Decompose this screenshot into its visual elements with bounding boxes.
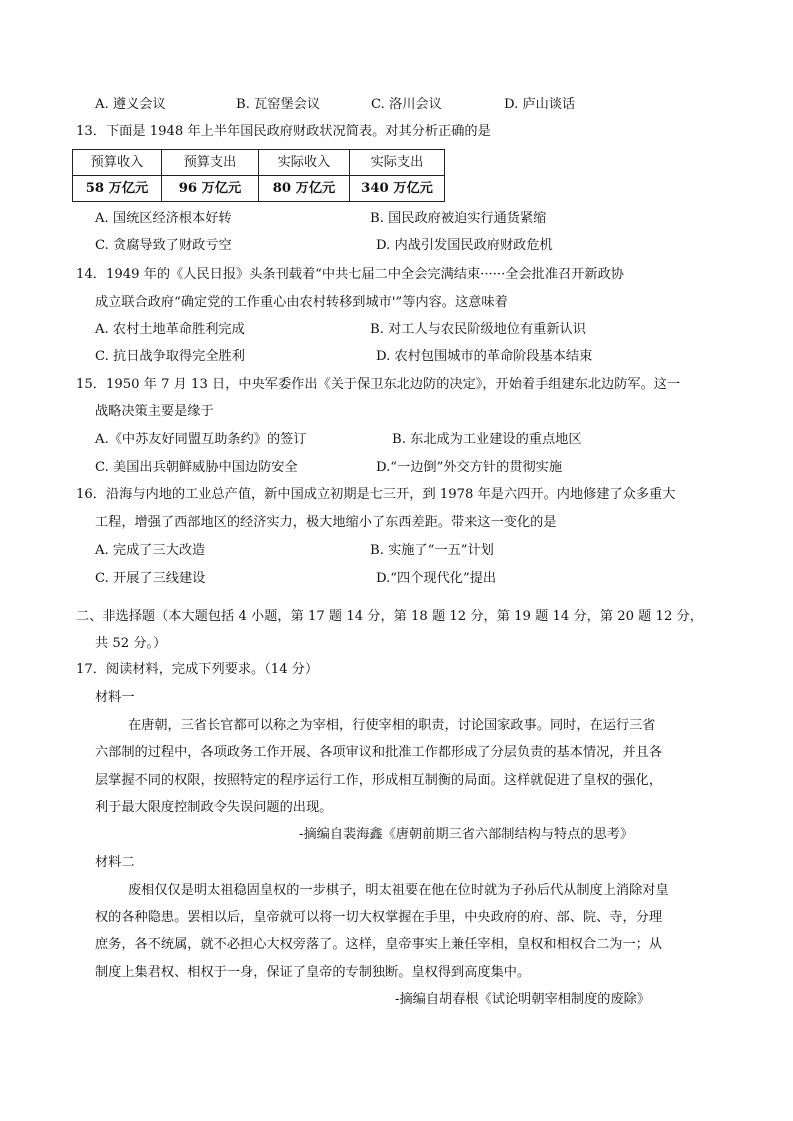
q12-option-a[interactable]: A. 遵义会议	[95, 97, 166, 112]
q13-option-b[interactable]: B. 国民政府被迫实行通货紧缩	[370, 211, 547, 226]
q17-stem: 17．阅读材料，完成下列要求。（14 分）	[76, 662, 319, 677]
q14-option-b[interactable]: B. 对工人与农民阶级地位有重新认识	[370, 322, 586, 337]
q15-option-a[interactable]: A.《中苏友好同盟互助条约》的签订	[95, 432, 307, 447]
table-cell: 80 万亿元	[259, 176, 350, 202]
table-header-cell: 预算支出	[162, 150, 259, 176]
q15-stem-line2: 战略决策主要是缘于	[95, 404, 214, 419]
q15-option-b[interactable]: B. 东北成为工业建设的重点地区	[392, 432, 582, 447]
q13-finance-table	[72, 149, 445, 202]
q14-option-a[interactable]: A. 农村土地革命胜利完成	[95, 322, 245, 337]
table-cell: 96 万亿元	[162, 176, 259, 202]
q17-material2-source: -摘编自胡春根《试论明朝宰相制度的废除》	[395, 992, 651, 1007]
q16-stem-line2: 工程，增强了西部地区的经济实力，极大地缩小了东西差距。带来这一变化的是	[95, 515, 557, 530]
q17-material2-line: 庶务，各不统属，就不必担心大权旁落了。这样，皇帝事实上兼任宰相，皇权和相权合二为一；从	[95, 937, 663, 952]
q14-option-d[interactable]: D. 农村包围城市的革命阶段基本结束	[376, 349, 593, 364]
table-header-cell: 实际收入	[259, 150, 350, 176]
table-row	[73, 176, 445, 202]
q17-material2-line: 废相仅仅是明太祖稳固皇权的一步棋子，明太祖要在他在位时就为子孙后代从制度上消除对皇	[128, 883, 669, 898]
q16-option-c[interactable]: C. 开展了三线建设	[95, 571, 206, 586]
q16-option-d[interactable]: D.“四个现代化”提出	[376, 571, 497, 586]
q15-option-c[interactable]: C. 美国出兵朝鲜威胁中国边防安全	[95, 460, 298, 475]
q17-material1-line: 层掌握不同的权限，按照特定的程序运行工作，形成相互制衡的局面。这样就促进了皇权的强化，	[95, 773, 663, 788]
q13-stem: 13．下面是 1948 年上半年国民政府财政状况简表。对其分析正确的是	[76, 124, 491, 139]
q14-stem-line2: 成立联合政府“确定党的工作重心由农村转移到城市'”等内容。这意味着	[95, 295, 508, 310]
q13-option-c[interactable]: C. 贪腐导致了财政亏空	[95, 238, 232, 253]
q17-material1-line: 六部制的过程中，各项政务工作开展、各项审议和批准工作都形成了分层负责的基本情况，并且各	[95, 745, 663, 760]
section2-heading-line1: 二、非选择题（本大题包括 4 小题，第 17 题 14 分，第 18 题 12 分，第 19 题 14 分，第 20 题 12 分，	[76, 609, 703, 624]
table-header-cell: 预算收入	[73, 150, 162, 176]
q17-material1-line: 利于最大限度控制政令失误问题的出现。	[95, 800, 333, 815]
table-row	[73, 150, 445, 176]
table-cell: 340 万亿元	[350, 176, 445, 202]
q16-stem-line1: 16．沿海与内地的工业总产值，新中国成立初期是七三开，到 1978 年是六四开。内地修建了众多重大	[76, 487, 676, 502]
q17-material2-title: 材料二	[95, 855, 135, 870]
q17-material1-line: 在唐朝，三省长官都可以称之为宰相，行使宰相的职责，讨论国家政事。同时，在运行三省	[128, 718, 656, 733]
q14-stem-line1: 14．1949 年的《人民日报》头条刊载着“中共七届二中全会完满结束······全会批准召开新政协	[76, 267, 624, 282]
q17-material2-line: 制度上集君权、相权于一身，保证了皇帝的专制独断。皇权得到高度集中。	[95, 965, 531, 980]
q14-option-c[interactable]: C. 抗日战争取得完全胜利	[95, 349, 245, 364]
q12-option-c[interactable]: C. 洛川会议	[371, 97, 442, 112]
q16-option-b[interactable]: B. 实施了“一五”计划	[370, 543, 494, 558]
q13-option-a[interactable]: A. 国统区经济根本好转	[95, 211, 232, 226]
q17-material2-line: 权的各种隐患。罢相以后，皇帝就可以将一切大权掌握在手里，中央政府的府、部、院、寺，分理	[95, 910, 663, 925]
q17-material1-source: -摘编自裴海鑫《唐朝前期三省六部制结构与特点的思考》	[299, 827, 634, 842]
q17-material1-title: 材料一	[95, 690, 135, 705]
section2-heading-line2: 共 52 分。）	[95, 636, 167, 651]
table-cell: 58 万亿元	[73, 176, 162, 202]
q12-option-b[interactable]: B. 瓦窑堡会议	[236, 97, 321, 112]
q12-option-d[interactable]: D. 庐山谈话	[504, 97, 576, 112]
q13-option-d[interactable]: D. 内战引发国民政府财政危机	[376, 238, 553, 253]
q15-stem-line1: 15．1950 年 7 月 13 日，中央军委作出《关于保卫东北边防的决定》，开始着手组建东北边防军。这一	[76, 377, 681, 392]
q15-option-d[interactable]: D.“一边倒”外交方针的贯彻实施	[376, 460, 563, 475]
q16-option-a[interactable]: A. 完成了三大改造	[95, 543, 206, 558]
table-header-cell: 实际支出	[350, 150, 445, 176]
